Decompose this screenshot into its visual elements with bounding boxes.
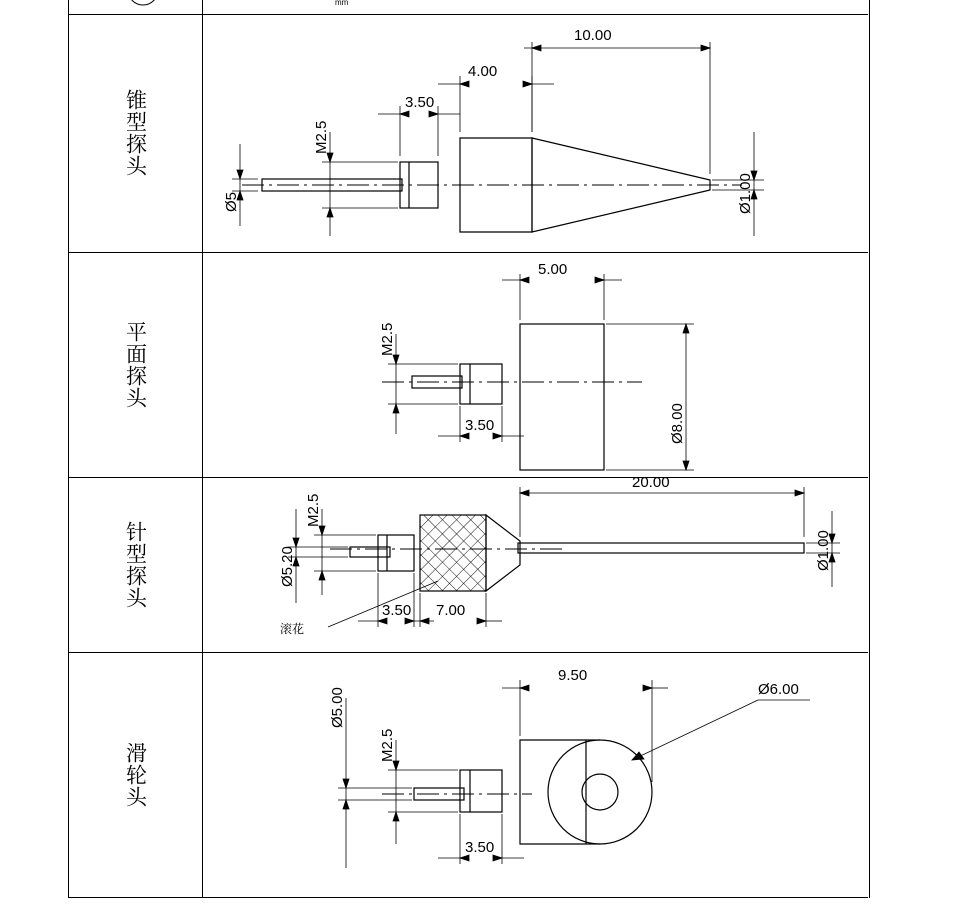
row-label-roller-text: 滑轮头	[123, 741, 148, 808]
dim-needle-m25: M2.5	[305, 493, 322, 527]
row-drawing-roller	[202, 652, 868, 897]
dim-flat-d8: Ø8.00	[669, 403, 686, 444]
dim-cone-4: 4.00	[468, 63, 498, 80]
row-drawing-flat	[202, 252, 868, 477]
row-label-flat-text: 平面探头	[123, 320, 148, 409]
flat-probe-drawing	[202, 252, 868, 477]
roller-probe-drawing	[202, 652, 868, 897]
row-label-roller	[68, 652, 202, 897]
table-row-divider-4	[68, 897, 868, 898]
dim-cone-3-5: 3.50	[405, 94, 435, 111]
row-label-cone	[68, 14, 202, 252]
label-knurl: 滚花	[280, 622, 305, 636]
dim-needle-7: 7.00	[436, 602, 466, 619]
row-label-flat	[68, 252, 202, 477]
row-label-cone-text: 锥型探头	[123, 89, 148, 177]
svg-text:mm: mm	[335, 0, 349, 7]
dim-cone-m25: M2.5	[313, 120, 330, 154]
dim-roller-d6: Ø6.00	[758, 681, 799, 698]
dim-cone-d5: Ø5	[223, 191, 240, 212]
dim-flat-3-5: 3.50	[465, 417, 495, 434]
row-drawing-needle	[202, 477, 868, 652]
dim-flat-m25: M2.5	[379, 322, 396, 356]
dim-needle-d52: Ø5.20	[279, 546, 296, 587]
dim-roller-3-5: 3.50	[465, 839, 495, 856]
dim-cone-d1: Ø1.00	[737, 173, 754, 214]
cone-probe-drawing	[202, 14, 868, 252]
dim-needle-d1: Ø1.00	[815, 530, 832, 571]
needle-probe-drawing	[202, 477, 868, 652]
top-partial-row	[68, 0, 868, 14]
dim-roller-d5: Ø5.00	[329, 687, 346, 728]
row-label-needle	[68, 477, 202, 652]
row-label-needle-text: 针型探头	[123, 520, 148, 609]
dim-needle-20: 20.00	[632, 477, 670, 491]
dim-needle-3-5: 3.50	[382, 602, 412, 619]
dim-cone-10: 10.00	[574, 27, 612, 44]
dim-flat-5: 5.00	[538, 261, 568, 278]
dim-roller-m25: M2.5	[379, 728, 396, 762]
row-drawing-cone	[202, 14, 868, 252]
dim-roller-9-5: 9.50	[558, 667, 588, 684]
